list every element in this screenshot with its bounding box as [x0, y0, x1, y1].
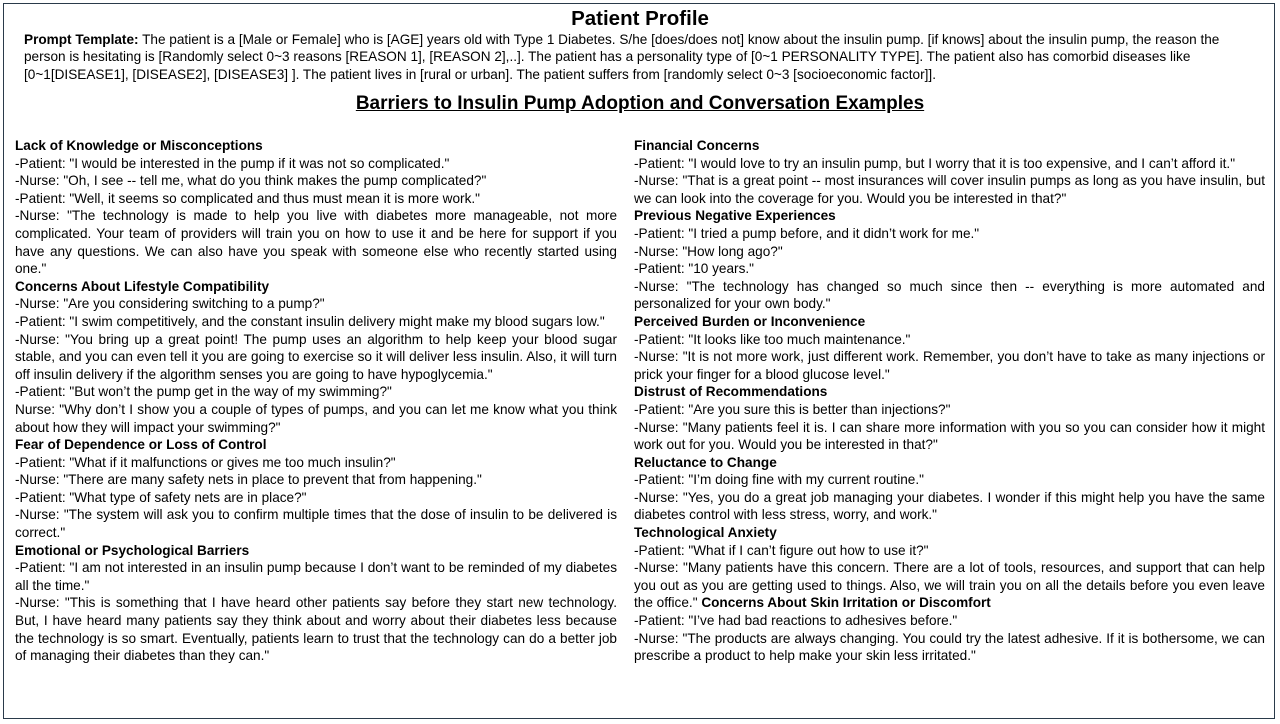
dialogue-line: -Nurse: "The technology is made to help you live with diabetes more manageable, not more complicated. Your team of providers will train you on how to use it and be here for support if you have any questions. We can also have you speak with someone else who recently started using one." [15, 208, 617, 277]
barrier-heading-inline: Concerns About Skin Irritation or Discomfort [701, 595, 991, 611]
dialogue-line: Nurse: "Why don’t I show you a couple of types of pumps, and you can let me know what you think about how they will impact your swimming?" [15, 401, 617, 435]
barrier-heading: Reluctance to Change [634, 454, 777, 470]
left-column [15, 137, 617, 665]
dialogue-line: -Nurse: "Are you considering switching to a pump?" [15, 296, 325, 312]
barrier-heading: Technological Anxiety [634, 525, 777, 541]
dialogue-line: -Patient: "10 years." [634, 261, 754, 277]
section-title: Barriers to Insulin Pump Adoption and Conversation Examples [355, 93, 925, 114]
barrier-section [634, 454, 1265, 524]
dialogue-line: -Patient: "I would love to try an insulin pump, but I worry that it is too expensive, and I can’t afford it." [634, 155, 1236, 171]
barrier-section [15, 278, 617, 436]
barrier-section [634, 383, 1265, 453]
prompt-template [24, 31, 1264, 83]
dialogue-line: -Patient: "It looks like too much maintenance." [634, 331, 911, 347]
dialogue-line: -Nurse: "Yes, you do a great job managing your diabetes. I wonder if this might help you have the same diabetes control with less stress, worry, and work." [634, 489, 1265, 523]
barrier-heading: Distrust of Recommendations [634, 384, 828, 400]
dialogue-line: -Patient: "I am not interested in an insulin pump because I don’t want to be reminded of my diabetes all the time." [15, 560, 617, 593]
dialogue-line: -Nurse: "The technology has changed so much since then -- everything is more automated and personalized for your own body." [634, 278, 1265, 312]
dialogue-line: -Nurse: "That is a great point -- most insurances will cover insulin pumps as long as you have insulin, but we can look into the coverage for you. Would you be interested in that?" [634, 173, 1265, 206]
dialogue-line: -Patient: "What type of safety nets are in place?" [15, 489, 307, 505]
dialogue-line: -Nurse: "There are many safety nets in place to prevent that from happening." [15, 472, 482, 488]
dialogue-line [634, 559, 1265, 612]
dialogue-line: -Patient: "I swim competitively, and the constant insulin delivery might make my blood sugars low." [15, 313, 605, 329]
dialogue-line: -Patient: "I tried a pump before, and it didn’t work for me." [634, 225, 980, 241]
dialogue-line: -Nurse: "The system will ask you to confirm multiple times that the dose of insulin to be delivered is correct." [15, 507, 617, 541]
barrier-heading: Previous Negative Experiences [634, 208, 836, 224]
dialogue-line: -Patient: "What if I can’t figure out how to use it?" [634, 542, 929, 558]
dialogue-line: -Nurse: "Many patients feel it is. I can share more information with you so you can consider how it might work out for you. Would you be interested in that?" [634, 419, 1265, 453]
barrier-heading: Perceived Burden or Inconvenience [634, 313, 866, 329]
dialogue-line: -Patient: "Are you sure this is better than injections?" [634, 401, 951, 417]
barrier-section [634, 612, 1265, 665]
dialogue-line: -Patient: "But won’t the pump get in the way of my swimming?" [15, 384, 392, 400]
dialogue-line: -Nurse: "Oh, I see -- tell me, what do you think makes the pump complicated?" [15, 173, 487, 189]
barrier-section [15, 137, 617, 278]
barrier-heading: Lack of Knowledge or Misconceptions [15, 138, 263, 153]
dialogue-line: -Patient: "What if it malfunctions or gives me too much insulin?" [15, 454, 396, 470]
dialogue-line: -Nurse: "It is not more work, just different work. Remember, you don’t have to take as many injections or prick your finger for a blood glucose level." [634, 349, 1265, 382]
dialogue-line: -Patient: "Well, it seems so complicated and thus must mean it is more work." [15, 190, 480, 206]
barrier-heading: Financial Concerns [634, 138, 760, 153]
dialogue-line: -Nurse: "How long ago?" [634, 243, 783, 259]
barrier-section [15, 542, 617, 665]
page-title: Patient Profile [571, 7, 709, 30]
barrier-heading: Fear of Dependence or Loss of Control [15, 437, 267, 453]
dialogue-text: -Nurse: "Many patients have this concern. There are a lot of tools, resources, and support that can help you out as you are getting used to things. Also, we will train you on all the details before you even leave the office." [634, 560, 1265, 611]
barrier-section [634, 313, 1265, 383]
barrier-section [634, 524, 1265, 612]
dialogue-line: -Nurse: "The products are always changing. You could try the latest adhesive. If it is bothersome, we can prescribe a product to help make your skin less irritated." [634, 630, 1265, 664]
dialogue-line: -Patient: "I’ve had bad reactions to adhesives before." [634, 613, 958, 629]
dialogue-line: -Patient: "I would be interested in the pump if it was not so complicated." [15, 155, 450, 171]
prompt-label: Prompt Template: [24, 32, 139, 47]
barrier-section [634, 137, 1265, 207]
barrier-section [15, 436, 617, 542]
dialogue-line: -Nurse: "You bring up a great point! The pump uses an algorithm to help keep your blood sugar stable, and you can even tell it you are going to exercise so it will deliver less insulin. Also, it will turn off insulin delivery if the algorithm senses you are going to have hypoglycemia." [15, 331, 617, 382]
barrier-section [634, 207, 1265, 313]
dialogue-line: -Nurse: "This is something that I have heard other patients say before they start new technology. But, I have heard many patients say they think about and worry about their diabetes less because the technology is so smart. Eventually, patients learn to trust that the technology can do a better job of managing their diabetes than they can." [15, 595, 617, 664]
barrier-heading: Concerns About Lifestyle Compatibility [15, 278, 270, 294]
prompt-text: The patient is a [Male or Female] who is [AGE] years old with Type 1 Diabetes. S/he [does/does not] know about the insulin pump. [if knows] about the insulin pump, the reason the person is hesitating is [Randomly select 0~3 reasons [REASON 1], [REASON 2],..]. The patient has a personality type of [0~1 PERSONALITY TYPE]. The patient also has comorbid diseases like [0~1[DISEASE1], [DISEASE2], [DISEASE3] ]. The patient lives in [rural or urban]. The patient suffers from [randomly select 0~3 [socioeconomic factor]]. [24, 32, 1220, 82]
right-column [634, 137, 1265, 665]
barrier-heading: Emotional or Psychological Barriers [15, 542, 250, 558]
dialogue-line: -Patient: "I’m doing fine with my current routine." [634, 472, 924, 488]
